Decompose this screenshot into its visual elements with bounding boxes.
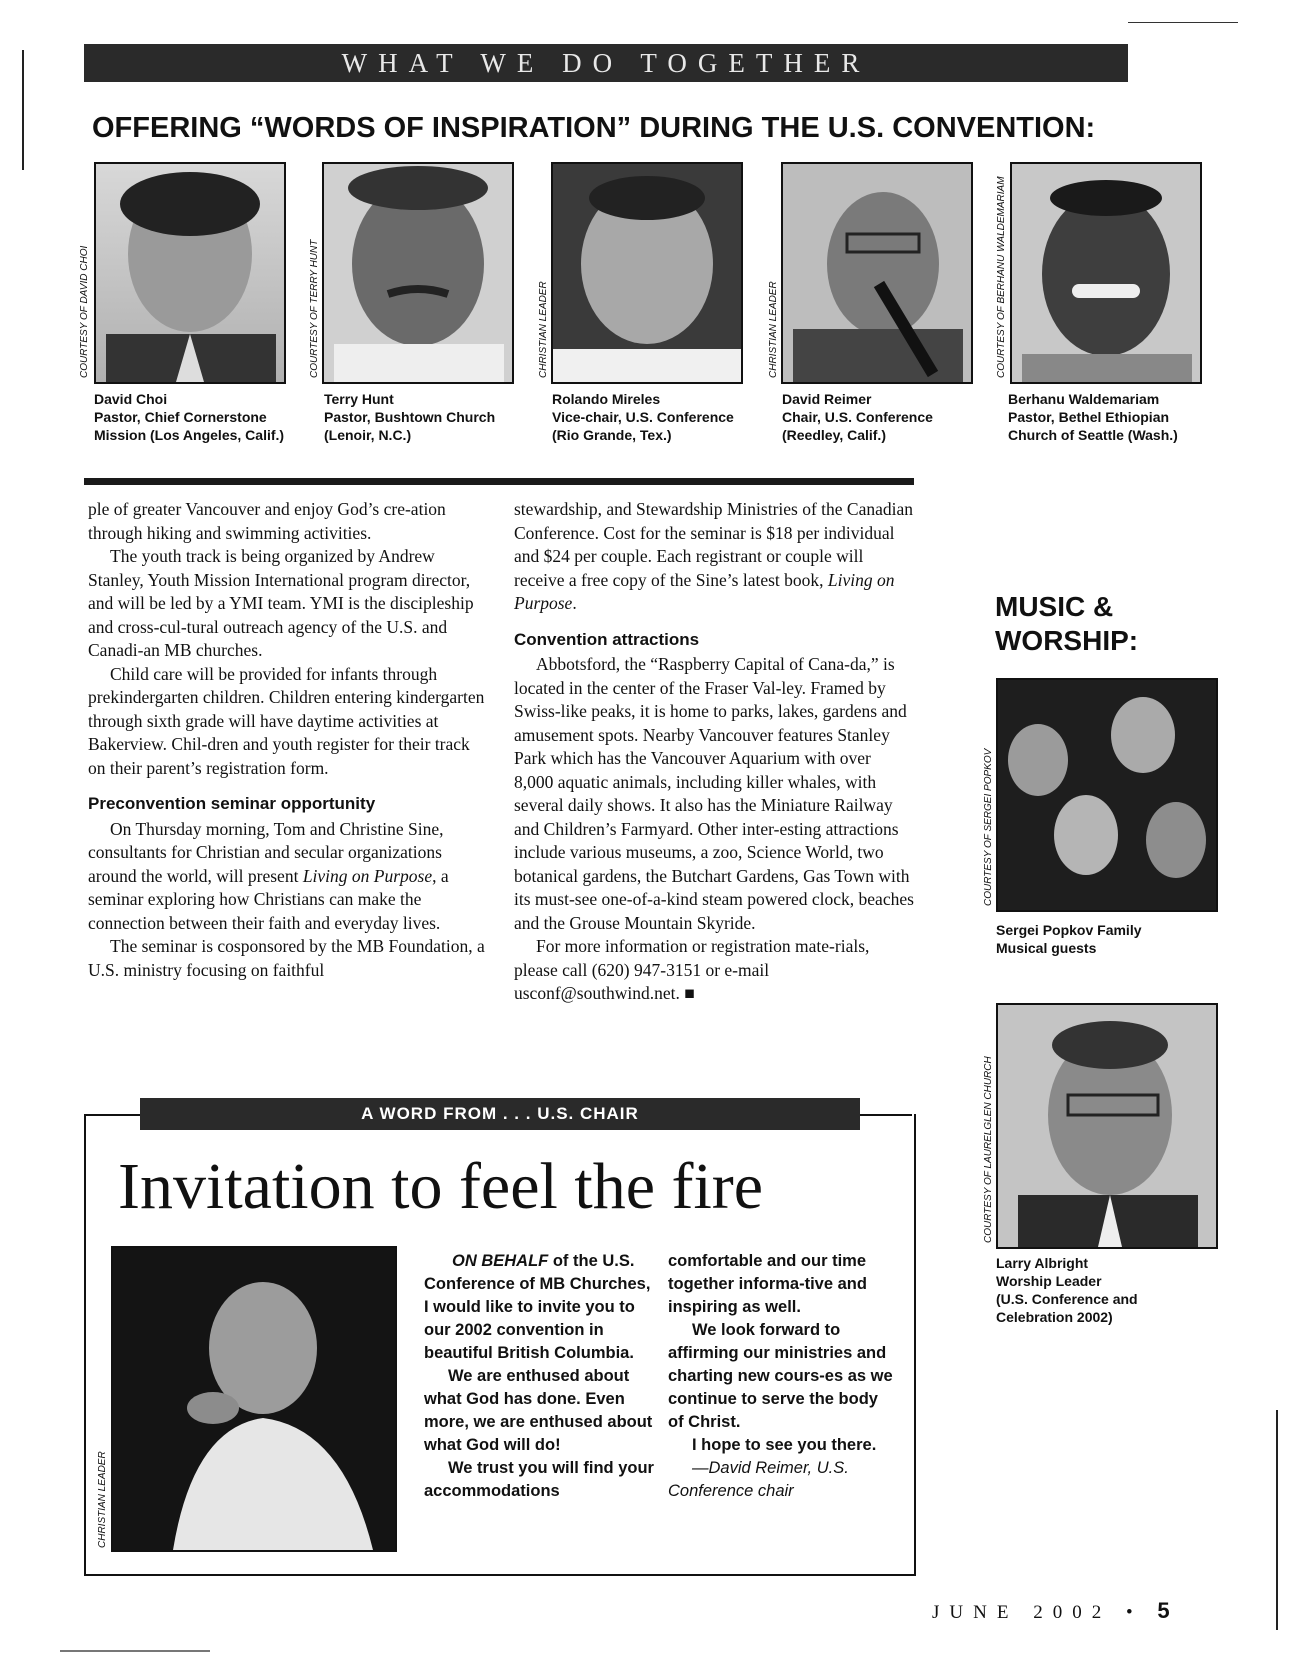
article-column-1: ple of greater Vancouver and enjoy God’s cre-ation through hiking and swimming activities. The youth track is being organized by Andrew Stanley, Youth Mission International program director, and will be led by a YMI team. YMI is the discipleship and cross-cul-tural outreach agency of the U.S. and Canadi-an MB churches. Child care will be provided for infants through prekindergarten children. Children entering kindergarten through sixth grade will have daytime activities at Bakerview. Chil-dren and youth register for their track on their parent’s registration form. Preconvention seminar opportunity On Thursday morning, Tom and Christine Sine, consultants for Christian and secular organizations around the world, will present Living on Purpose, a seminar exploring how Christians can make the connection between their faith and everyday lives. The seminar is cosponsored by the MB Foundation, a U.S. ministry focusing on faithful	[88, 499, 485, 980]
page-headline: OFFERING “WORDS OF INSPIRATION” DURING THE U.S. CONVENTION:	[92, 112, 1096, 144]
signature: —David Reimer, U.S. Conference chair	[668, 1459, 849, 1500]
photo-credit: COURTESY OF DAVID CHOI	[79, 245, 90, 378]
chair-photo	[111, 1246, 397, 1552]
worship-leader-photo	[996, 1003, 1218, 1249]
photo-credit: CHRISTIAN LEADER	[97, 1451, 108, 1548]
photo-credit: CHRISTIAN LEADER	[538, 281, 549, 378]
family-photo	[996, 678, 1218, 912]
photo-credit: COURTESY OF BERHANU WALDEMARIAM	[996, 176, 1007, 378]
right-edge-line	[1276, 1410, 1278, 1630]
photo-credit: COURTESY OF SERGEI POPKOV	[983, 748, 994, 906]
top-edge-line	[1128, 22, 1238, 23]
speaker-caption: Rolando Mireles Vice-chair, U.S. Conference (Rio Grande, Tex.)	[552, 391, 734, 443]
speaker-photo	[322, 162, 514, 384]
divider-rule	[84, 478, 914, 485]
photo-caption: Larry Albright Worship Leader (U.S. Conference and Celebration 2002)	[996, 1255, 1138, 1325]
photo-credit: COURTESY OF TERRY HUNT	[309, 239, 320, 378]
photo-caption: Sergei Popkov Family Musical guests	[996, 922, 1142, 956]
photo-credit: COURTESY OF LAURELGLEN CHURCH	[983, 1056, 994, 1243]
speaker-caption: David Choi Pastor, Chief Cornerstone Mission (Los Angeles, Calif.)	[94, 391, 285, 443]
subhead: Convention attractions	[514, 629, 700, 649]
subhead: Preconvention seminar opportunity	[88, 794, 376, 813]
left-edge-line	[22, 50, 24, 170]
speaker-caption: David Reimer Chair, U.S. Conference (Reedley, Calif.)	[782, 391, 933, 443]
speaker-photo	[551, 162, 743, 384]
letter-column-1: ON BEHALF of the U.S. Conference of MB Churches, I would like to invite you to our 2002 convention in beautiful British Columbia. We are enthused about what God has done. Even more, we are enthused about what God will do! We trust you will find your accommodations	[424, 1252, 654, 1500]
bottom-edge-line	[60, 1650, 210, 1652]
speaker-photo	[781, 162, 973, 384]
word-from-bar: A WORD FROM . . . U.S. CHAIR	[140, 1098, 860, 1130]
speaker-photo	[94, 162, 286, 384]
letter-column-2: comfortable and our time together informa-tive and inspiring as well. We look forward to affirming our ministries and charting new cours-es as we continue to serve the body of Christ. I hope to see you there. —David Reimer, U.S. Conference chair	[668, 1250, 898, 1503]
speaker-caption: Terry Hunt Pastor, Bushtown Church (Lenoir, N.C.)	[324, 391, 496, 443]
photo-credit: CHRISTIAN LEADER	[768, 281, 779, 378]
article-title: Invitation to feel the fire	[118, 1150, 764, 1223]
speaker-photo	[1010, 162, 1202, 384]
page-number: 5	[1157, 1598, 1170, 1623]
speaker-caption: Berhanu Waldemariam Pastor, Bethel Ethiopian Church of Seattle (Wash.)	[1008, 391, 1178, 443]
article-column-2: stewardship, and Stewardship Ministries of the Canadian Conference. Cost for the seminar is $18 per individual and $24 per couple. Each registrant or couple will receive a free copy of the Sine’s latest book, Living on Purpose. Convention attractions Abbotsford, the “Raspberry Capital of Cana-da,” is located in the center of the Fraser Val-ley. Framed by Swiss-like peaks, it is home to parks, lakes, gardens and amusement spots. Nearby Vancouver features Stanley Park which has the Vancouver Aquarium with over 8,000 aquatic animals, including killer whales, with several daily shows. It also has the Miniature Railway and Children’s Farmyard. Other inter-esting attractions include various museums, a zoo, Science World, two botanical gardens, the Butchart Gardens, Gas Town with its must-see one-of-a-kind steam powered clock, beaches and the Grouse Mountain Skyride. For more information or registration mate-rials, please call (620) 947-3151 or e-mail usconf@southwind.net. ■	[514, 499, 914, 1003]
sidebar-title: MUSIC & WORSHIP:	[995, 591, 1139, 656]
page-folio: JUNE 2002 • 5	[932, 1598, 1170, 1623]
section-banner: WHAT WE DO TOGETHER	[84, 44, 1128, 82]
